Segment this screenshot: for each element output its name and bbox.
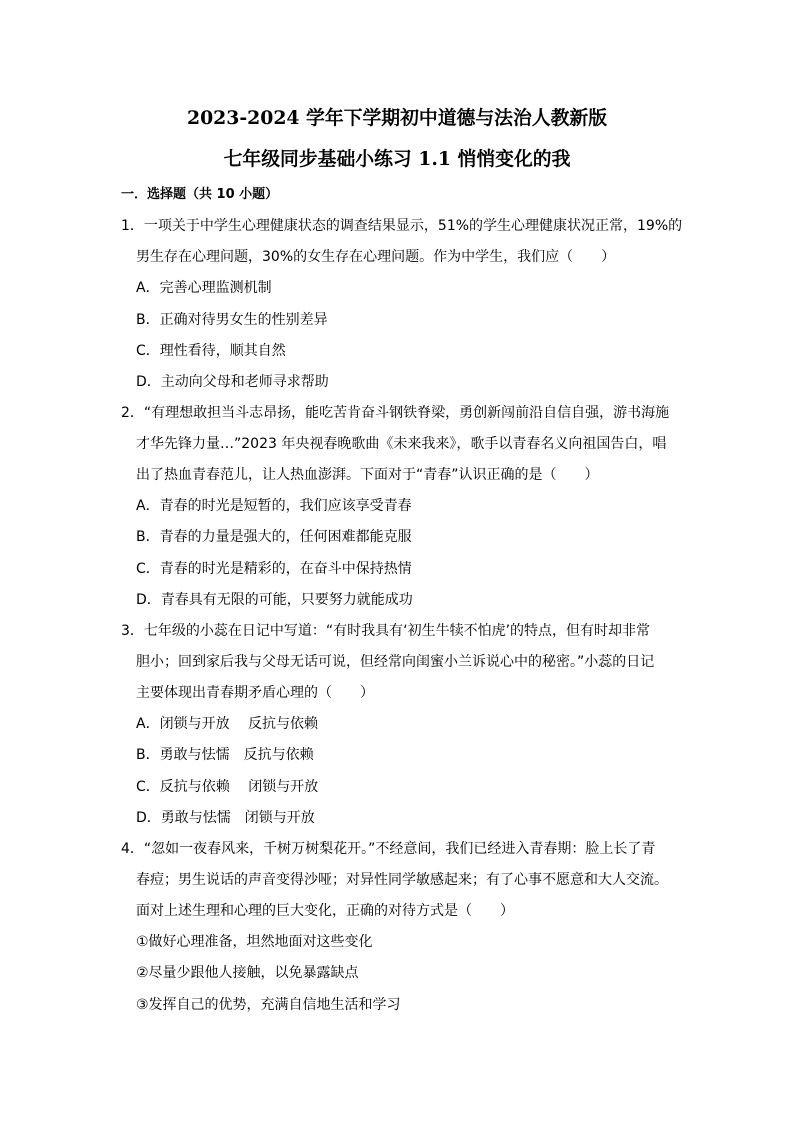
question-4-line-2: 春痘；男生说话的声音变得沙哑；对异性同学敏感起来；有了心事不愿意和大人交流。 — [136, 872, 668, 888]
question-1-option-b: B．正确对待男女生的性别差异 — [136, 312, 328, 328]
question-4-statement-3: ③发挥自己的优势，充满自信地生活和学习 — [136, 997, 401, 1013]
question-2-option-c: C．青春的时光是精彩的，在奋斗中保持热情 — [136, 561, 412, 577]
question-3-line-1: 3．七年级的小蕊在日记中写道：“有时我具有‘初生牛犊不怕虎’的特点，但有时却非常 — [121, 623, 651, 639]
question-3-line-3: 主要体现出青春期矛盾心理的（ ） — [136, 685, 374, 701]
question-3-option-b: B．勇敢与怯懦 反抗与依赖 — [136, 747, 314, 763]
question-1-line-1: 1．一项关于中学生心理健康状态的调查结果显示，51%的学生心理健康状况正常，19%的 — [121, 218, 683, 234]
question-2-option-d: D．青春具有无限的可能，只要努力就能成功 — [136, 592, 413, 608]
section-heading: 一．选择题（共 10 小题） — [121, 187, 279, 202]
question-4-statement-1: ①做好心理准备，坦然地面对这些变化 — [136, 934, 373, 950]
question-3-option-a: A．闭锁与开放 反抗与依赖 — [136, 716, 319, 732]
question-2-option-a: A．青春的时光是短暂的，我们应该享受青春 — [136, 498, 412, 514]
question-1-line-2: 男生存在心理问题，30%的女生存在心理问题。作为中学生，我们应（ ） — [136, 249, 616, 265]
question-1-option-a: A．完善心理监测机制 — [136, 280, 272, 296]
question-1-option-d: D．主动向父母和老师寻求帮助 — [136, 374, 329, 390]
question-2-line-2: 才华先锋力量…”2023 年央视春晚歌曲《未来我来》，歌手以青春名义向祖国告白，唱 — [136, 436, 667, 452]
question-4-statement-2: ②尽量少跟他人接触，以免暴露缺点 — [136, 965, 359, 981]
question-4-line-1: 4．“忽如一夜春风来，千树万树梨花开。”不经意间，我们已经进入青春期：脸上长了青 — [121, 841, 656, 857]
question-3-line-2: 胆小；回到家后我与父母无话可说，但经常向闺蜜小兰诉说心中的秘密。”小蕊的日记 — [136, 654, 655, 670]
question-3-option-d: D．勇敢与怯懦 闭锁与开放 — [136, 810, 315, 826]
question-4-line-3: 面对上述生理和心理的巨大变化，正确的对待方式是（ ） — [136, 903, 514, 919]
document-title: 2023-2024 学年下学期初中道德与法治人教新版 — [186, 107, 608, 129]
question-1-option-c: C．理性看待，顺其自然 — [136, 343, 286, 359]
document-subtitle: 七年级同步基础小练习 1.1 悄悄变化的我 — [223, 148, 571, 170]
question-2-option-b: B．青春的力量是强大的，任何困难都能克服 — [136, 529, 412, 545]
question-2-line-3: 出了热血青春范儿，让人热血澎湃。下面对于“青春”认识正确的是（ ） — [136, 467, 599, 483]
question-2-line-1: 2．“有理想敢担当斗志昂扬，能吃苦肯奋斗钢铁脊梁，勇创新闯前沿自信自强，游书海施 — [121, 405, 670, 421]
question-3-option-c: C．反抗与依赖 闭锁与开放 — [136, 779, 319, 795]
